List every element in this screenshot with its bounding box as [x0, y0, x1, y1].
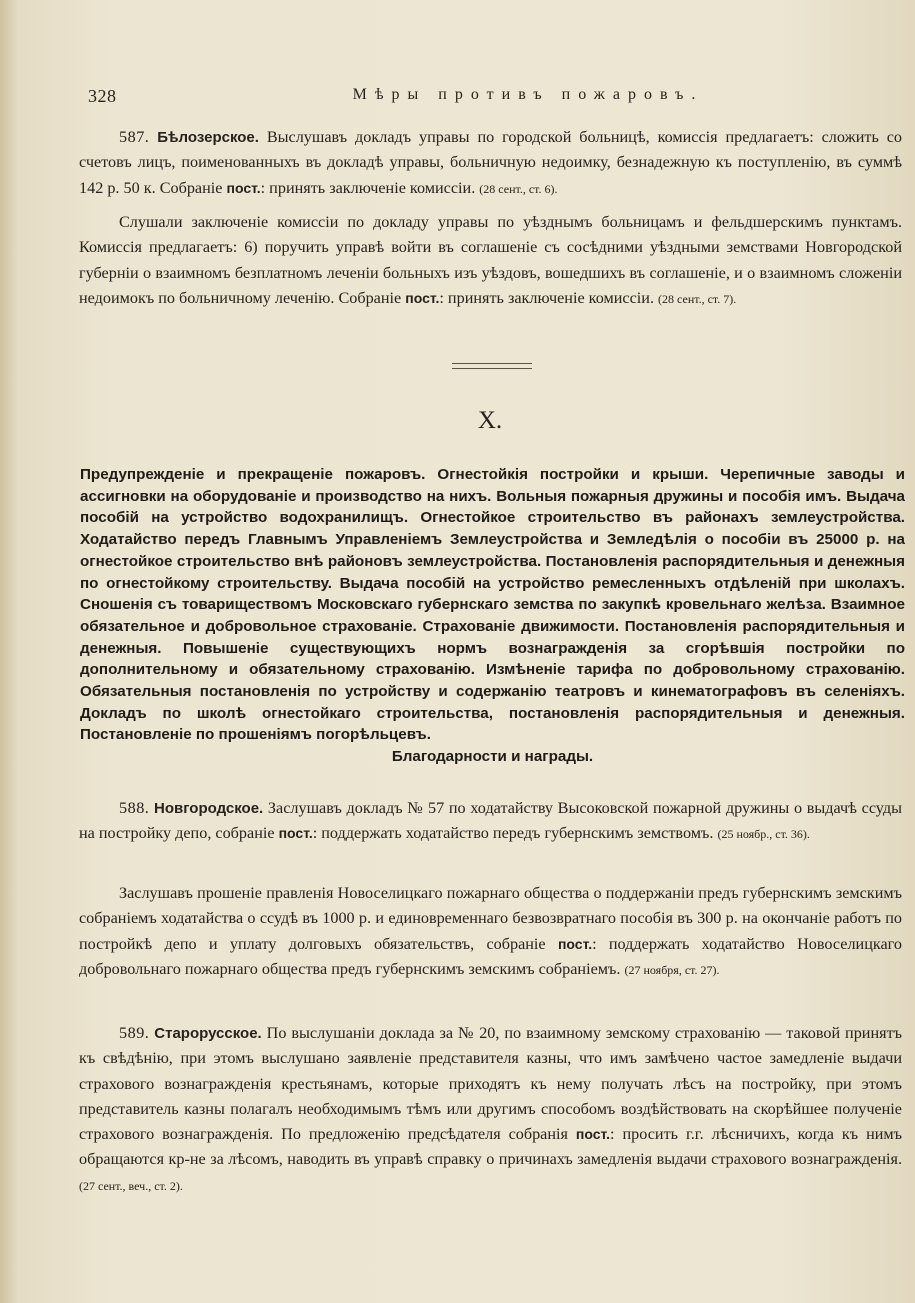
paragraph-text: : поддержать ходатайство Новоселицкаго добровольнаго пожарнаго общества предъ губернскимъ земскимъ собраніемъ. [79, 934, 903, 978]
paragraph-text: Заслушавъ прошеніе правленія Новоселицкаго пожарнаго общества о поддержаніи предъ губернскимъ земскимъ собраніемъ ходатайства о ссудѣ въ 1000 р. и единовременнаго безвозвратнаго пособія въ 300 р. на окончаніе работъ по постройкѣ депо и уплату долговыхъ обязательствъ, собраніе [79, 884, 902, 953]
paragraph [79, 881, 902, 983]
entry-number: 587. [119, 128, 150, 146]
summary-last-line: Благодарности и награды. [391, 748, 594, 766]
entry-587-continued [79, 210, 902, 312]
date-reference: (28 сент., ст. 7). [658, 291, 737, 306]
section-divider [452, 363, 532, 369]
paragraph-text: : просить г.г. лѣсничихъ, когда къ нимъ обращаются кр-не за лѣсомъ, наводить въ управѣ справку о причинахъ замедленія выдачи страхового вознагражденія. [79, 1125, 903, 1169]
resolution-label: пост. [575, 1126, 611, 1143]
entry-589 [79, 1021, 902, 1199]
section-summary [80, 464, 905, 768]
paragraph-text: : поддержать ходатайство передъ губернскимъ земствомъ. [312, 824, 714, 843]
resolution-label: пост. [226, 179, 261, 196]
county-name: Новгородское. [154, 800, 264, 817]
paragraph [79, 796, 902, 848]
paragraph [79, 1021, 902, 1199]
entry-587 [79, 125, 902, 202]
paragraph-text: : принять заключеніе комиссіи. [439, 288, 654, 307]
page-number: 328 [88, 86, 117, 106]
paragraph-text: По выслушаніи доклада за № 20, по взаимному земскому страхованію — таковой принятъ къ свѣдѣнію, при этомъ выслушано заявленіе представителя казны, что имъ замѣчено частое замедленіе выдачи страхового вознагражденія крестьянамъ, которые приходятъ къ нему получать лѣсъ на постройку, при этомъ представитель казны полагалъ необходимымъ тѣмъ или другимъ способомъ воздѣйствовать на скорѣйшее полученіе страхового вознагражденія. По предложенію предсѣдателя собранія [79, 1024, 903, 1144]
date-reference: (25 ноябр., ст. 36). [717, 827, 810, 842]
section-title: X. [477, 407, 503, 434]
date-reference: (27 сент., веч., ст. 2). [79, 1178, 183, 1193]
entry-number: 589. [119, 1024, 150, 1042]
entry-588 [79, 796, 902, 848]
paragraph-text: Выслушавъ докладъ управы по городской больницѣ, комиссія предлагаетъ: сложить со счетовъ лицъ, поименованныхъ въ докладѣ управы, больничную недоимку, безнадежную къ поступленію, въ суммѣ 142 р. 50 к. Собраніе [79, 128, 903, 197]
page-edge-shadow [0, 0, 18, 1303]
resolution-label: пост. [405, 289, 440, 306]
entry-number: 588. [119, 799, 150, 817]
paragraph-text: Заслушавъ докладъ № 57 по ходатайству Высоковской пожарной дружины о выдачѣ ссуды на постройку депо, собраніе [79, 799, 902, 843]
county-name: Старорусское. [154, 1025, 262, 1042]
resolution-label: пост. [278, 825, 313, 842]
running-title: Мѣры противъ пожаровъ. [352, 86, 704, 103]
paragraph-text: : принять заключеніе комиссіи. [260, 178, 476, 197]
county-name: Бѣлозерское. [157, 129, 259, 146]
page-header [88, 86, 900, 110]
paragraph [79, 210, 902, 312]
resolution-label: пост. [557, 935, 593, 952]
date-reference: (27 ноября, ст. 27). [624, 962, 720, 977]
paragraph [79, 125, 902, 202]
date-reference: (28 сент., ст. 6). [479, 181, 558, 196]
entry-588-continued [79, 881, 902, 983]
summary-text: Предупрежденіе и прекращеніе пожаровъ. Огнестойкія постройки и крыши. Черепичные заводы и ассигновки на оборудованіе и производство на нихъ. Вольныя пожарныя дружины и пособія имъ. Выдача пособій на устройство водохранилищъ. Огнестойкое строительство въ районахъ землеустройства. Ходатайство передъ Главнымъ Управленіемъ Землеустройства и Земледѣлія о пособіи въ 25000 р. на огнестойкое строительство внѣ районовъ землеустройства. Постановленія распорядительныя и денежныя по огнестойкому строительству. Выдача пособій на устройство ремесленныхъ отдѣленій при школахъ. Сношенія съ товариществомъ Московскаго губернскаго земства по закупкѣ кровельнаго желѣза. Взаимное обязательное и добровольное страхованіе. Страхованіе движимости. Постановленія распорядительныя и денежныя. Повышеніе существующихъ нормъ вознагражденія за сгорѣвшія постройки по дополнительному и обязательному страхованію. Измѣненіе тарифа по добровольному страхованію. Обязательныя постановленія по устройству и содержанію театровъ и кинематографовъ въ селеніяхъ. Докладъ по школѣ огнестойкаго строительства, постановленія распорядительныя и денежныя. Постановленіе по прошеніямъ погорѣльцевъ. [80, 466, 905, 744]
paragraph-text: Слушали заключеніе комиссіи по докладу управы по уѣзднымъ больницамъ и фельдшерскимъ пунктамъ. Комиссія предлагаетъ: 6) поручить управѣ войти въ соглашеніе съ сосѣдними уѣздными земствами Новгородской губерніи о взаимномъ безплатномъ леченіи больныхъ изъ уѣздовъ, вошедшихъ въ соглашеніе, и о взаимномъ сложеніи недоимокъ по больничному леченію. Собраніе [79, 213, 902, 307]
